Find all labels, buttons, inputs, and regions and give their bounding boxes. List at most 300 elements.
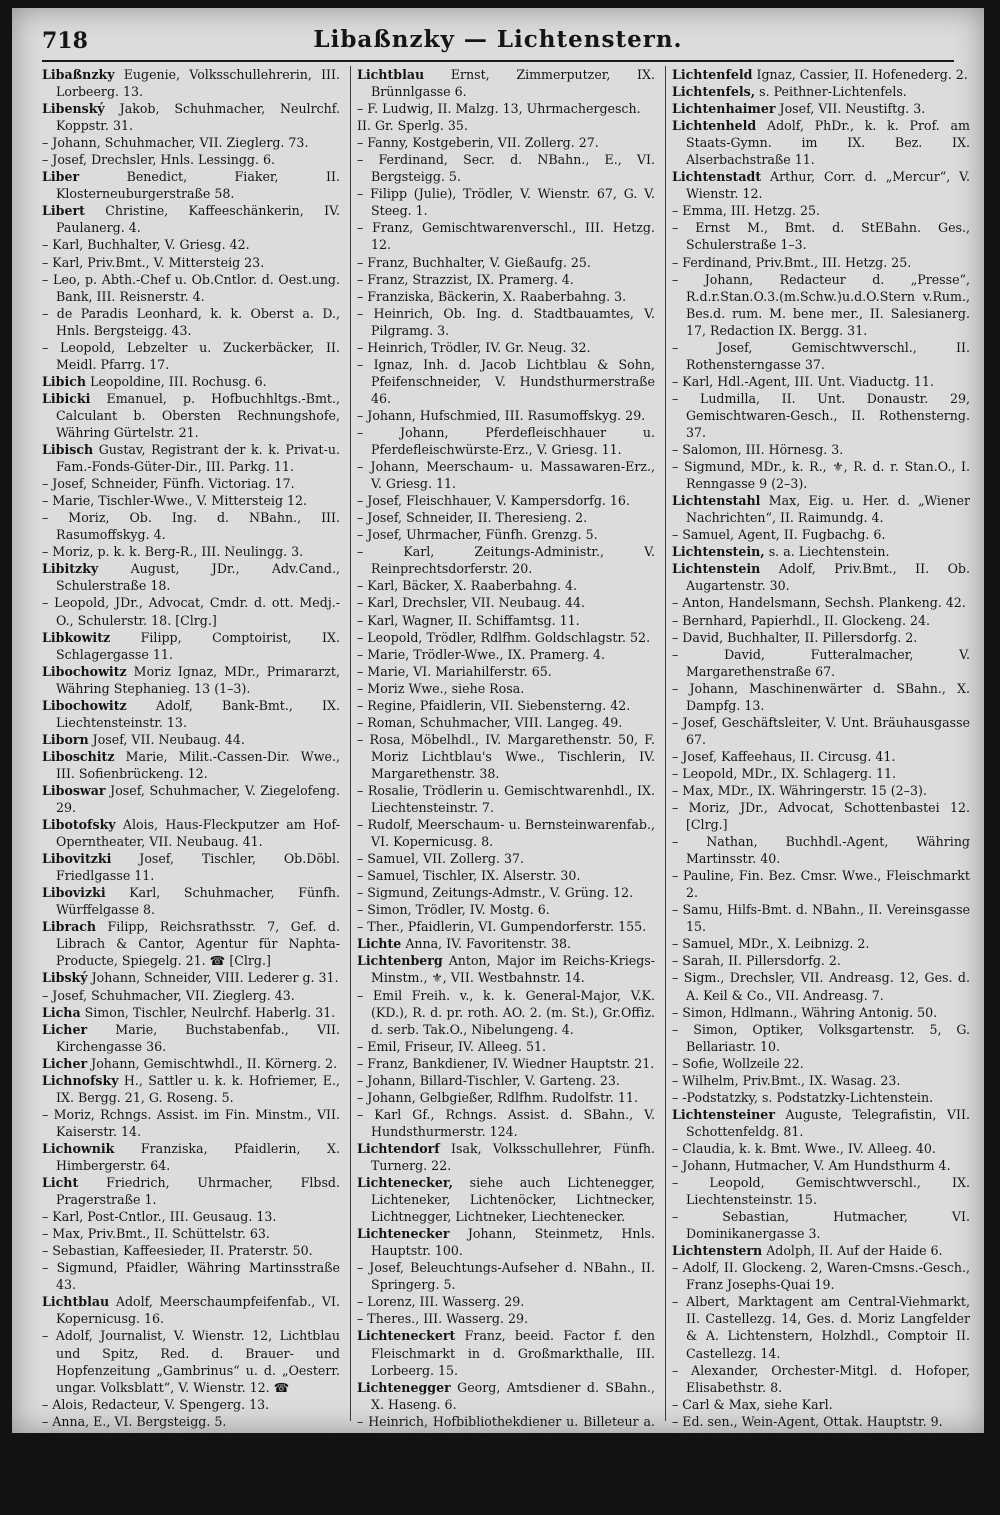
entry-details: – Gebrüder, Manufacturwaren- u. Teppich-Niederlage, Wipplingerstr. 8. [Clrg.] [672,1481,970,1514]
directory-entry [357,1072,655,1089]
directory-entry [357,612,655,629]
directory-entry [672,254,970,271]
entry-details: – Sigmund, Zeitungs-Admstr., V. Grüng. 12. [357,885,634,901]
directory-entry [672,1413,970,1430]
entry-details: Josef, Tischler, Ob.Döbl. Friedlgasse 11. [56,851,340,884]
directory-entry [672,901,970,935]
entry-details: – Ernst, Buchhalter, IV. Belvederег. 27. [672,1464,922,1480]
entry-details: – Moriz, Rchngs. Assist. im Fin. Minstm., VII. Kaiserstr. 14. [42,1106,340,1139]
directory-entry [672,782,970,799]
entry-surname: Libert [42,203,85,219]
page-number: 718 [42,28,88,54]
entry-details: – Ferdinand, Priv.Bmt., III. Hetzg. 25. [672,254,912,270]
directory-entry [42,1106,340,1140]
entry-details: s. a. Liechtenstein. [768,544,890,560]
directory-entry [672,271,970,339]
directory-entry [357,1413,655,1447]
entry-details: Arthur, Corr. d. „Mercur“, V. Wienstr. 12. [686,169,971,202]
directory-entry [42,492,340,509]
directory-entry [357,935,655,952]
entry-details: – Karl Gf., Rchngs. Assist. d. SBahn., V. Hundsthurmerstr. 124. [357,1106,655,1139]
entry-details: – Anna, E., VI. Bergsteigg. 5. [42,1413,227,1429]
entry-surname: Librach [42,919,97,935]
entry-details: Friedrich, Uhrmacher, Flbsd. Pragerstraße 1. [56,1175,340,1208]
entry-details: – Carl & Max, siehe Karl. [672,1396,833,1412]
entry-details: – Josef, Schneider, II. Theresieng. 2. [357,510,588,526]
directory-entry [42,1396,340,1413]
directory-entry [357,100,655,117]
directory-entry [672,117,970,168]
entry-details: – Wilhelm, Priv.Bmt., IX. Wasag. 23. [672,1072,901,1088]
directory-entry [357,1293,655,1310]
entry-details: – Marie, Trödler-Wwe., IX. Pramerg. 4. [357,646,605,662]
directory-entry [672,1447,970,1464]
directory-entry [357,66,655,100]
directory-entry [672,594,970,611]
directory-entry [357,680,655,697]
entry-details: – Karl, Bäcker, X. Raaberbahng. 4. [357,578,577,594]
directory-entry [42,202,340,236]
entry-details: – Simon, Optiker, Volksgartenstr. 5, G. Bellariastr. 10. [672,1021,970,1054]
entry-details: Adolf, Meerschaumpfeifenfab., VI. Kopernicusg. 16. [56,1294,340,1327]
directory-entry [672,202,970,219]
directory-entry [357,1038,655,1055]
entry-details: – Leopold, JDr., Advocat, Cmdr. d. ott. Medj.-O., Schulerstr. 18. [Clrg.] [42,595,340,628]
entry-details: – Sebastian, Hutmacher, VI. Dominikanergasse 3. [672,1209,970,1242]
entry-details: Adolf, PhDr., k. k. Prof. am Staats-Gymn. im IX. Bez. IX. Alserbachstraße 11. [686,118,970,168]
entry-details: – F. Ludwig, II. Malzg. 13, Uhrmachergesch. [357,101,641,117]
directory-entry [672,390,970,441]
directory-entry [672,1106,970,1140]
directory-entry [42,168,340,202]
directory-columns [42,66,972,1514]
directory-entry [672,1055,970,1072]
directory-entry [672,526,970,543]
directory-entry [672,1259,970,1293]
entry-details: Eugenie, Volksschullehrerin, III. Lorbeerg. 13. [56,67,340,100]
entry-details: – Leo, p. Abth.-Chef u. Ob.Cntlor. d. Oest.ung. Bank, III. Reisnerstr. 4. [42,271,340,304]
directory-entry [672,441,970,458]
entry-details: – de Paradis Leonhard, k. k. Oberst a. D., Hnls. Bergsteigg. 43. [42,305,340,338]
entry-details: – Anton, Hallentrödler, IX. Porzellang. 34, G. IX. Trödlerhalle Zelle 140 u. 141. [42,1430,340,1463]
entry-details: – Josef, Kaffeehaus, II. Circusg. 41. [672,748,896,764]
entry-surname: Lichtenhaimer [672,101,776,117]
entry-details: – Franz, Strazzist, IX. Pramerg. 4. [357,271,574,287]
directory-entry [357,151,655,185]
entry-details: – Emil, Friseur, IV. Alleeg. 51. [357,1038,546,1054]
entry-details: – Sarah, II. Pillersdorfg. 2. [672,953,841,969]
entry-details: – Josef, Beleuchtungs-Aufseher d. NBahn., II. Springerg. 5. [357,1260,655,1293]
directory-entry [42,918,340,969]
directory-entry [42,1413,340,1430]
entry-details: – Emil Freih. v., k. k. General-Major, V.K. (KD.), R. d. pr. roth. AO. 2. (m. St.), Gr.Offiz. d. serb. Tak.O., Nibelungeng. 4. [357,987,655,1037]
entry-details: – Josef, Schneider, Fünfh. Victoriag. 17. [42,476,295,492]
directory-entry [357,594,655,611]
directory-entry [42,100,340,134]
entry-details: – Sofie, Wollzeile 22. [672,1055,804,1071]
entry-details: – Alois, Redacteur, V. Spengerg. 13. [42,1396,270,1412]
column-1 [42,66,340,1514]
entry-details: – Johann, Maschinenwärter d. SBahn., X. Dampfg. 13. [672,680,970,713]
entry-details: – Rudolf, Meerschaum- u. Bernsteinwarenfab., VI. Kopernicusg. 8. [357,817,655,850]
directory-entry [357,663,655,680]
entry-surname: Liborn [42,731,89,747]
entry-details: – Samuel, Agent, II. Fugbachg. 6. [672,527,886,543]
entry-details: Adolph, II. Auf der Haide 6. [766,1243,943,1259]
directory-entry [672,680,970,714]
entry-surname: Lichtenstadt [672,169,762,185]
directory-entry [42,305,340,339]
entry-details: – Leopold, Trödler, Rdlfhm. Goldschlagstr. 52. [357,629,651,645]
entry-details: Jakob, Schuhmacher, Neulrchf. Koppstr. 31. [56,101,340,134]
entry-details: – Leopold, Lebzelter u. Zuckerbäcker, II. Meidl. Pfarrg. 17. [42,339,340,372]
directory-entry [672,1481,970,1515]
directory-entry [42,390,340,441]
entry-details: – Leopold, Gemischtwverschl., IX. Liechtensteinstr. 15. [672,1175,970,1208]
directory-entry [357,1259,655,1293]
directory-entry [357,782,655,816]
entry-surname: Libochowitz [42,697,127,713]
directory-entry [672,799,970,833]
entry-details: Isak, Volksschullehrer, Fünfh. Turnerg. 22. [371,1140,655,1173]
entry-surname: Lichtblau [357,67,425,82]
directory-entry [672,1464,970,1481]
entry-details: Franziska, Pfaidlerin, X. Himbergerstr. 64. [56,1140,340,1173]
directory-entry [672,833,970,867]
directory-entry [357,407,655,424]
entry-details: – Samuel, Tischler, IX. Alserstr. 30. [357,868,581,884]
entry-details: Simon, Tischler, Neulrchf. Haberlg. 31. [84,1004,336,1020]
entry-surname: Lichtenstern [672,1243,763,1259]
entry-details: – Fanny, Kostgeberin, VII. Zollerg. 27. [357,135,599,151]
entry-details: – Lorenz, III. Wasserg. 29. [357,1294,525,1310]
directory-entry [357,254,655,271]
directory-entry [672,339,970,373]
directory-entry [357,305,655,339]
directory-entry [357,1327,655,1378]
entry-details: Benedict, Fiaker, II. Klosterneuburgerstraße 58. [56,169,340,202]
entry-details: – Johann, Billard-Tischler, V. Garteng. 23. [357,1072,620,1088]
directory-entry [672,560,970,594]
entry-details: – Johann, Hutmacher, V. Am Hundsthurm 4. [672,1158,951,1173]
directory-entry [357,339,655,356]
entry-surname: Libisch [42,442,94,458]
directory-entry [42,1481,340,1515]
directory-entry [42,236,340,253]
entry-details: – Samuel, MDr., X. Leibnizg. 2. [672,936,870,952]
entry-details: Christine, Kaffeeschänkerin, IV. Paulanerg. 4. [56,203,340,236]
directory-entry [42,1021,340,1055]
directory-entry [357,1310,655,1327]
directory-entry [672,969,970,1003]
directory-entry [357,952,655,986]
entry-details: Josef, VII. Neubaug. 44. [92,731,245,747]
directory-entry [357,884,655,901]
entry-details: – Josef, Geschäftsleiter, V. Unt. Bräuhausgasse 67. [672,714,970,747]
directory-entry [42,560,340,594]
entry-details: – Moriz, p. k. k. Berg-R., III. Neulingg. 3. [42,544,304,560]
directory-entry [672,543,970,560]
directory-entry [672,748,970,765]
directory-page [12,8,984,1514]
entry-surname: Liber [42,169,80,185]
entry-details: – Roman, Schuhmacher, VIII. Langeg. 49. [357,714,623,730]
directory-entry [357,509,655,526]
entry-details: – Simon, Trödler, IV. Mostg. 6. [357,902,550,918]
entry-surname: Lichownik [42,1140,115,1156]
directory-entry [357,1174,655,1225]
entry-surname: Lichtenstahl [672,493,761,509]
entry-surname: Libkowitz [42,629,111,645]
entry-details: – Moriz, Ob. Ing. d. NBahn., III. Rasumoffskyg. 4. [42,510,340,543]
directory-entry [42,339,340,373]
directory-entry [672,935,970,952]
entry-surname: Libovitzki [42,851,112,867]
entry-details: – Karl, Buchhalter, V. Griesg. 42. [42,237,250,253]
entry-surname: Libaßnzky [42,67,115,82]
entry-details: Josef, Schuhmacher, V. Ziegelofeng. 29. [56,782,340,816]
header-rule [42,60,954,62]
entry-details: Leopoldine, III. Rochusg. 6. [90,373,267,389]
directory-entry [672,765,970,782]
entry-details: – Filipp (Julie), Trödler, V. Wienstr. 67, G. V. Steeg. 1. [357,186,655,219]
directory-entry [672,1174,970,1208]
entry-details: – Johann, Pferdefleischhauer u. Pferdefleischwürste-Erz., V. Griesg. 11. [357,424,655,458]
entry-surname: Lichtensteiner [672,1106,775,1122]
entry-surname: Libenský [42,101,105,117]
entry-details: – -Podstatzky, s. Podstatzky-Lichtenstein. [672,1089,934,1105]
entry-details: – Karl, Wagner, II. Schiffamtsg. 11. [357,612,580,628]
entry-details: – Albert, Marktagent am Central-Viehmarkt, II. Castellezg. 14, Ges. d. Moriz Langfelder & A. Lichtenstern, Holzhdl., Comptoir II. Castellezg. 14. [672,1294,970,1361]
directory-entry [42,748,340,782]
directory-entry [42,1174,340,1208]
entry-details: – Karl, Priv.Bmt., V. Mittersteig 23. [42,254,265,270]
directory-entry [357,867,655,884]
entry-details: – Rosa, Möbelhdl., IV. Margarethenstr. 50, F. Moriz Lichtblau's Wwe., Tischlerin, IV. Margarethenstr. 38. [357,731,655,781]
directory-entry [42,66,340,100]
directory-entry [672,458,970,492]
directory-entry [672,629,970,646]
directory-entry [357,816,655,850]
entry-details: Johann, Steinmetz, Hnls. Hauptstr. 100. [371,1226,655,1259]
entry-details: – Josef, Fleischhauer, V. Kampersdorfg. 16. [357,493,630,509]
entry-surname: Lichtenstein, [672,544,765,560]
entry-details: – Josef, Uhrmacher, Fünfh. Grenzg. 5. [357,527,598,543]
entry-surname: Libochowitz [42,663,127,679]
entry-surname: Lichtenfeld [672,67,753,82]
entry-details: siehe auch Lichtenegger, Lichteneker, Lichtenöcker, Lichtnecker, Lichtnegger, Lichtneker, Liechtenecker. [371,1175,655,1225]
page-header [12,22,984,62]
entry-surname: Lichtenberg [357,953,443,969]
entry-details: Karl, Schuhmacher, Fünfh. Würffelgasse 8. [56,885,340,918]
entry-details: – Ther., Pfaidlerin, VI. Gumpendorferstr. 155. [357,919,647,935]
directory-entry [672,1208,970,1242]
directory-entry [357,629,655,646]
entry-details: – Leopold, MDr., IX. Schlagerg. 11. [672,765,896,781]
entry-details: – Johann, Hufschmied, III. Rasumoffskyg. 29. [357,407,646,423]
directory-entry [42,1055,340,1072]
entry-details: Adolf, Priv.Bmt., II. Ob. Augartenstr. 30. [686,561,970,594]
entry-surname: Lichtenecker [357,1226,450,1242]
directory-entry [42,663,340,697]
directory-entry [357,714,655,731]
entry-details: – Emanuel, Fiaker, V. Johannag. 4a. [672,1447,898,1463]
entry-surname: Lichtenstein [672,561,761,577]
entry-surname: Libich [42,373,87,389]
directory-entry [357,731,655,782]
directory-entry [42,1004,340,1021]
directory-entry [42,969,340,986]
entry-details: – Pauline, Fin. Bez. Cmsr. Wwe., Fleischmarkt 2. [672,868,970,901]
entry-details: – Franziska, Bäckerin, X. Raaberbahng. 3. [357,288,627,304]
directory-entry [357,697,655,714]
entry-details: – Josef, Drechsler, Hnls. Lessingg. 6. [42,152,276,168]
directory-entry [357,271,655,288]
directory-entry [357,1225,655,1259]
directory-entry [357,356,655,407]
directory-entry [357,288,655,305]
entry-details: Adolf, Bank-Bmt., IX. Liechtensteinstr. 13. [56,697,340,730]
directory-entry [357,1089,655,1106]
directory-entry [42,441,340,475]
entry-surname: Lichtendorf [357,1140,440,1156]
directory-entry [672,1004,970,1021]
entry-surname: Libotofsky [42,817,116,833]
entry-details: – Johann, Schuhmacher, VII. Zieglerg. 73. [42,135,309,151]
directory-entry [672,168,970,202]
directory-entry [357,918,655,935]
directory-entry [672,867,970,901]
entry-surname: Lichte [357,936,402,952]
entry-details: – Marie, Tischler-Wwe., V. Mittersteig 12. [42,493,308,509]
entry-details: – Barbara, Penzing Pfarrg. 22. [42,1464,236,1480]
directory-entry [672,646,970,680]
directory-entry [42,254,340,271]
running-head: Libaßnzky — Lichtenstern. [313,26,683,53]
entry-details: Filipp, Comptoirist, IX. Schlagergasse 11. [56,629,340,662]
directory-entry [42,1208,340,1225]
entry-details: – Franz, Bankdiener, IV. Wiedner Hauptstr. 21. [357,1055,655,1071]
entry-surname: Libicki [42,390,91,406]
directory-entry [357,577,655,594]
entry-details: – Adolf, Journalist, V. Wienstr. 12, Lichtblau und Spitz, Red. d. Brauer- und Hopfenzeitung „Gambrinus“ u. d. „Oesterr. ungar. Volksblatt“, V. Wienstr. 12. ☎ [42,1328,340,1395]
entry-details: Marie, Buchstabenfab., VII. Kirchengasse 36. [56,1021,340,1054]
column-3 [672,66,971,1514]
entry-details: – Bernhard, Papierhdl., II. Glockeng. 24. [672,612,931,628]
directory-entry [42,151,340,168]
directory-entry [42,543,340,560]
entry-details: Gustav, Registrant der k. k. Privat-u. Fam.-Fonds-Güter-Dir., III. Parkg. 11. [56,442,340,475]
entry-surname: Liboschitz [42,748,115,764]
directory-entry [672,1430,970,1447]
directory-entry [672,66,970,83]
entry-details: – Marie, VI. Mariahilferstr. 65. [357,663,552,679]
entry-details: Franz, beeid. Factor f. den Fleischmarkt in d. Großmarkthalle, III. Lorbeerg. 15. [371,1328,655,1378]
entry-details: – Karl, Hdl.-Agent, III. Unt. Viaductg. 11. [672,373,934,389]
entry-details: s. Peithner-Lichtenfels. [759,84,907,100]
entry-surname: Licha [42,1004,81,1020]
entry-surname: Liboswar [42,782,106,798]
column-2 [357,66,655,1514]
entry-details: – Adolf, II. Glockeng. 2, Waren-Cmsns.-Gesch., Franz Josephs-Quai 19. [672,1260,970,1293]
entry-details: – Edmund, Fotografisch. Artikel, Giselastr. 4. [672,1430,959,1446]
directory-entry [42,1072,340,1106]
entry-surname: Lichtenheld [672,118,757,134]
entry-details: – Franz, Buchhalter, V. Gießaufg. 25. [357,254,591,270]
directory-entry [672,83,970,100]
entry-details: – Sigmund, Pfaidler, Währing Martinsstraße 43. [42,1260,340,1293]
directory-entry [42,850,340,884]
directory-entry [357,185,655,219]
entry-details: – Karl, Drechsler, VII. Neubaug. 44. [357,595,586,611]
entry-details: – Theres., III. Wasserg. 29. [357,1311,528,1327]
entry-details: – Max, MDr., IX. Währingerstr. 15 (2–3). [672,782,927,798]
entry-details: – Simon, Hdlmann., Währing Antonig. 50. [672,1004,938,1020]
entry-surname: Libovizki [42,885,106,901]
directory-entry [672,1089,970,1106]
directory-entry [672,492,970,526]
directory-entry [672,1140,970,1157]
entry-details: Anton, Major im Reichs-Kriegs-Minstm., ⚜, VII. Westbahnstr. 14. [371,953,655,986]
directory-entry [42,475,340,492]
entry-details: – Johann, k. k. Rathsthürhüter, Billeteur a. d. Hofoper, ⊙, ⚜, ⊙, IX. Porzellang. 54. [357,1447,655,1480]
directory-entry [672,714,970,748]
entry-details: – Samuel, VII. Zollerg. 37. [357,851,524,867]
directory-entry [42,134,340,151]
directory-entry [42,1259,340,1293]
entry-details: – Josef, Gemischtwverschl., II. Rothensterngasse 37. [672,339,970,372]
entry-surname: Lichteneker [357,1481,442,1497]
entry-details: – Alexander, Orchester-Mitgl. d. Hofoper, Elisabethstr. 8. [672,1362,970,1395]
directory-entry [672,1293,970,1361]
entry-details: – Ernst M., Bmt. d. StEBahn. Ges., Schulerstraße 1–3. [672,220,970,253]
column-divider [665,66,666,1421]
directory-entry [357,117,655,134]
directory-entry [357,646,655,663]
entry-surname: Lichtenfels, [672,84,756,100]
directory-entry [42,1140,340,1174]
directory-entry [357,850,655,867]
entry-details: Emanuel, p. Hofbuchhltgs.-Bmt., Calculant b. Obersten Rechnungshofe, Währing Gürtelstr. 21. [56,390,340,440]
directory-entry [357,1055,655,1072]
directory-entry [357,1379,655,1413]
entry-details: – Claudia, k. k. Bmt. Wwe., IV. Alleeg. 40. [672,1140,936,1156]
directory-entry [42,987,340,1004]
directory-entry [357,458,655,492]
entry-surname: Lichteneckert [357,1328,456,1344]
entry-details: – Ed. sen., Wein-Agent, Ottak. Hauptstr. 9. [672,1413,943,1429]
entry-details: II. Gr. Sperlg. 35. [357,118,468,134]
directory-entry [672,952,970,969]
directory-entry [357,1481,655,1515]
directory-entry [357,526,655,543]
directory-entry [672,1072,970,1089]
entry-details: – Sigm., Drechsler, VII. Andreasg. 12, Ges. d. A. Keil & Co., VII. Andreasg. 7. [672,970,970,1003]
directory-entry [357,134,655,151]
entry-details: Max, Eig. u. Her. d. „Wiener Nachrichten“, II. Raimundg. 4. [686,493,970,526]
entry-details: – David, Futteralmacher, V. Margarethenstraße 67. [672,646,970,679]
entry-details: H., Sattler u. k. k. Hofriemer, E., IX. Bergg. 21, G. Roseng. 5. [56,1072,340,1105]
directory-entry [42,629,340,663]
directory-entry [357,219,655,253]
entry-details: Auguste, Telegrafistin, VII. Schottenfeldg. 81. [686,1106,970,1139]
directory-entry [357,1447,655,1481]
entry-surname: Licher [42,1055,88,1071]
entry-surname: Licher [42,1021,88,1037]
entry-details: – Heinrich, Ob. Ing. d. Stadtbauamtes, V. Pilgramg. 3. [357,305,655,338]
entry-details: Moriz Ignaz, MDr., Primararzt, Währing Stephanieg. 13 (1–3). [56,663,340,696]
entry-details: – Heinrich, Hofbibliothekdiener u. Billeteur a. d. Hofoper, VII. Neustiftg. 19. [357,1413,655,1446]
